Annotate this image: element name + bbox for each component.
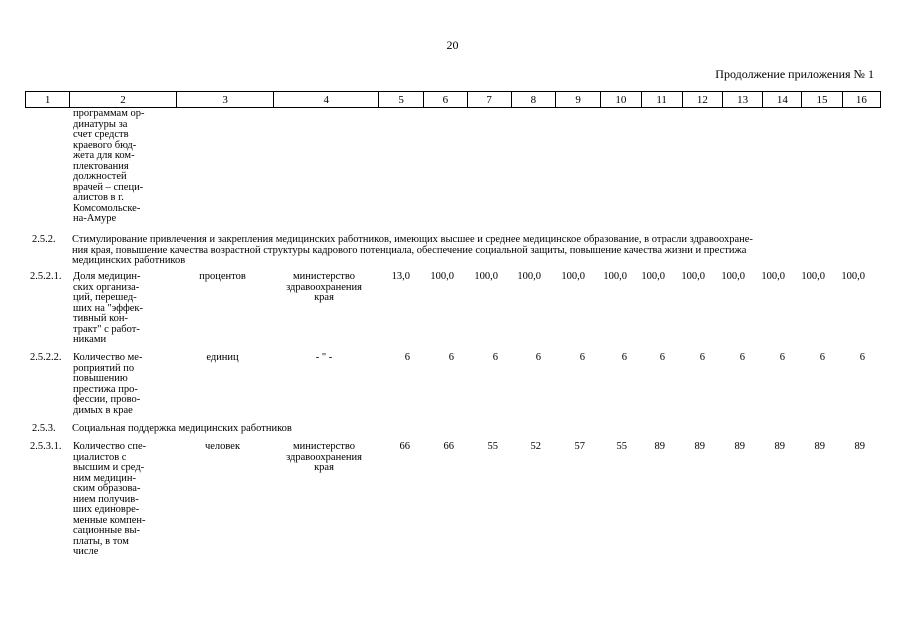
value-cell: 89: [774, 441, 785, 452]
value-cell: 100,0: [430, 271, 454, 282]
value-cell: 100,0: [474, 271, 498, 282]
carry-over-name: программам ор- динатуры за счет средств краевого бюд- жета для ком- плектования должностей врачей – специ- алистов в г. Комсомольске- на-Амуре: [73, 108, 145, 224]
value-cell: 55: [616, 441, 627, 452]
value-cell: 6: [779, 352, 785, 363]
value-cell: 100,0: [721, 271, 745, 282]
value-cell: 6: [621, 352, 627, 363]
header-cell-1: 1: [26, 92, 70, 108]
section-title: Стимулирование привлечения и закрепления медицинских работников, имеющих высшее и среднее медицинское образование, в отрасли здравоохране- ния края, повышение качества возрастной структуры кадрового потенциала, обеспечение социальной защиты, повышение качества жизни и престижа медицинских работников: [72, 234, 753, 266]
row-code: 2.5.2.2.: [30, 352, 62, 363]
value-cell: 66: [399, 441, 410, 452]
value-cell: 100,0: [517, 271, 541, 282]
row-organization: - " -: [315, 352, 333, 363]
header-cell-14: 14: [763, 92, 802, 108]
value-cell: 6: [579, 352, 585, 363]
value-cell: 89: [814, 441, 825, 452]
row-organization: министерство здравоохранения края: [286, 271, 362, 303]
row-organization: министерство здравоохранения края: [286, 441, 362, 473]
header-cell-11: 11: [641, 92, 682, 108]
value-cell: 52: [530, 441, 541, 452]
value-cell: 6: [739, 352, 745, 363]
value-cell: 89: [694, 441, 705, 452]
continuation-label: Продолжение приложения № 1: [715, 67, 874, 81]
value-cell: 13,0: [391, 271, 410, 282]
header-cell-6: 6: [424, 92, 467, 108]
row-unit: человек: [204, 441, 241, 452]
section-code: 2.5.2.: [32, 234, 56, 245]
row-name: Доля медицин- ских организа- ций, перешед- ших на "эффек- тивный кон- тракт" с работ- никами: [73, 271, 144, 345]
value-cell: 6: [699, 352, 705, 363]
value-cell: 100,0: [561, 271, 585, 282]
value-cell: 89: [734, 441, 745, 452]
value-cell: 100,0: [641, 271, 665, 282]
value-cell: 6: [448, 352, 454, 363]
value-cell: 100,0: [681, 271, 705, 282]
value-cell: 89: [654, 441, 665, 452]
header-cell-13: 13: [722, 92, 762, 108]
header-row: [25, 91, 881, 108]
row-code: 2.5.3.1.: [30, 441, 62, 452]
header-cell-4: 4: [274, 92, 379, 108]
value-cell: 6: [659, 352, 665, 363]
value-cell: 6: [492, 352, 498, 363]
header-cell-9: 9: [556, 92, 601, 108]
value-cell: 55: [487, 441, 498, 452]
page-number: 20: [446, 38, 459, 52]
value-cell: 100,0: [801, 271, 825, 282]
header-cell-5: 5: [379, 92, 424, 108]
row-code: 2.5.2.1.: [30, 271, 62, 282]
header-cell-7: 7: [467, 92, 511, 108]
section-code: 2.5.3.: [32, 423, 56, 434]
section-title: Социальная поддержка медицинских работников: [72, 423, 292, 434]
row-unit: единиц: [206, 352, 239, 363]
header-cell-12: 12: [682, 92, 722, 108]
row-name: Количество спе- циалистов с высшим и сред- ним медицин- ским образова- нием получив- ших единовре- менные компен- сационные вы- платы, в том числе: [73, 441, 147, 557]
value-cell: 100,0: [603, 271, 627, 282]
row-name: Количество ме- роприятий по повышению престижа про- фессии, прово- димых в крае: [73, 352, 143, 416]
value-cell: 100,0: [841, 271, 865, 282]
value-cell: 6: [859, 352, 865, 363]
value-cell: 6: [535, 352, 541, 363]
header-cell-8: 8: [511, 92, 555, 108]
row-unit: процентов: [199, 271, 246, 282]
value-cell: 6: [819, 352, 825, 363]
header-cell-16: 16: [842, 92, 880, 108]
header-cell-15: 15: [802, 92, 842, 108]
value-cell: 100,0: [761, 271, 785, 282]
header-cell-2: 2: [70, 92, 177, 108]
value-cell: 66: [443, 441, 454, 452]
value-cell: 89: [854, 441, 865, 452]
header-cell-10: 10: [601, 92, 641, 108]
value-cell: 57: [574, 441, 585, 452]
value-cell: 6: [404, 352, 410, 363]
header-cell-3: 3: [176, 92, 274, 108]
